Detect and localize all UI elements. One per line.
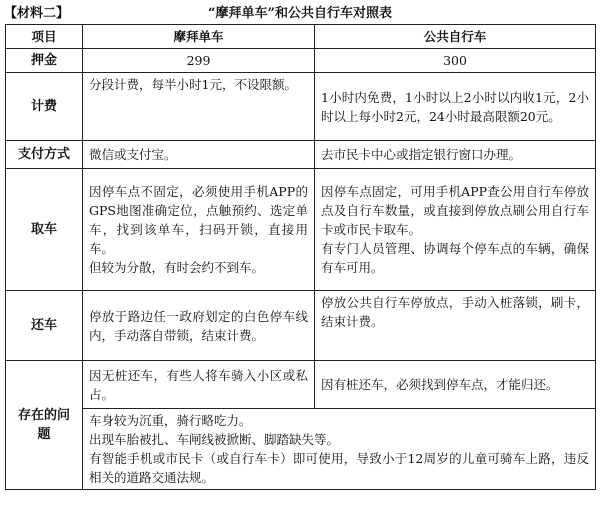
table-title: “摩拜单车”和公共自行车对照表 <box>208 6 392 21</box>
mobike-cell: 微信或支付宝。 <box>83 141 315 169</box>
row-label: 还车 <box>6 291 83 361</box>
public-cell: 300 <box>315 49 596 73</box>
col-header-item: 项目 <box>6 25 83 49</box>
col-header-mobike: 摩拜单车 <box>83 25 315 49</box>
row-problems-shared <box>6 409 596 490</box>
shared-problems-cell <box>83 409 596 490</box>
row-label: 存在的问题 <box>6 361 83 490</box>
row-label: 押金 <box>6 49 83 73</box>
row-payment <box>6 141 596 169</box>
material-tag: 【材料二】 <box>4 6 70 21</box>
public-cell <box>315 169 596 291</box>
mobike-cell <box>83 169 315 291</box>
cell-line: 有专门人员管理、协调每个停车点的车辆，确保有车可用。 <box>321 241 589 275</box>
header <box>0 0 600 22</box>
mobike-cell: 停放于路边任一政府划定的白色停车线内，手动落自带锁，结束计费。 <box>83 291 315 361</box>
row-problems <box>6 361 596 409</box>
public-cell: 1小时内免费，1小时以上2小时以内收1元，2小时以上每小时2元，24小时最高限额20元。 <box>315 73 596 141</box>
row-return <box>6 291 596 361</box>
row-pickup <box>6 169 596 291</box>
cell-line: 因停车点不固定，必须使用手机APP的GPS地图准确定位，点触预约、选定单车，找到该单车，扫码开锁，直接用车。 <box>89 184 308 256</box>
row-deposit <box>6 49 596 73</box>
header-row <box>6 25 596 49</box>
row-label: 取车 <box>6 169 83 291</box>
row-label: 支付方式 <box>6 141 83 169</box>
comparison-table <box>5 24 596 490</box>
cell-line: 因停车点固定，可用手机APP查公用自行车停放点及自行车数量，或直接到停放点刷公用自行车卡或市民卡取车。 <box>321 184 589 237</box>
row-label: 计费 <box>6 73 83 141</box>
mobike-cell: 299 <box>83 49 315 73</box>
cell-line: 但较为分散，有时会约不到车。 <box>89 260 265 275</box>
cell-line: 车身较为沉重，骑行略吃力。 <box>89 413 252 428</box>
col-header-public: 公共自行车 <box>315 25 596 49</box>
public-cell: 停放公共自行车停放点，手动入桩落锁，刷卡，结束计费。 <box>315 291 596 361</box>
public-cell: 因有桩还车，必须找到停车点，才能归还。 <box>315 361 596 409</box>
cell-line: 出现车胎被扎、车闸线被掀断、脚踏缺失等。 <box>89 432 340 447</box>
public-cell: 去市民卡中心或指定银行窗口办理。 <box>315 141 596 169</box>
mobike-cell: 因无桩还车，有些人将车骑入小区或私占。 <box>83 361 315 409</box>
mobike-cell: 分段计费，每半小时1元，不设限额。 <box>83 73 315 141</box>
cell-line: 有智能手机或市民卡（或自行车卡）即可使用，导致小于12周岁的儿童可骑车上路，违反相关的道路交通法规。 <box>89 451 589 485</box>
row-billing <box>6 73 596 141</box>
